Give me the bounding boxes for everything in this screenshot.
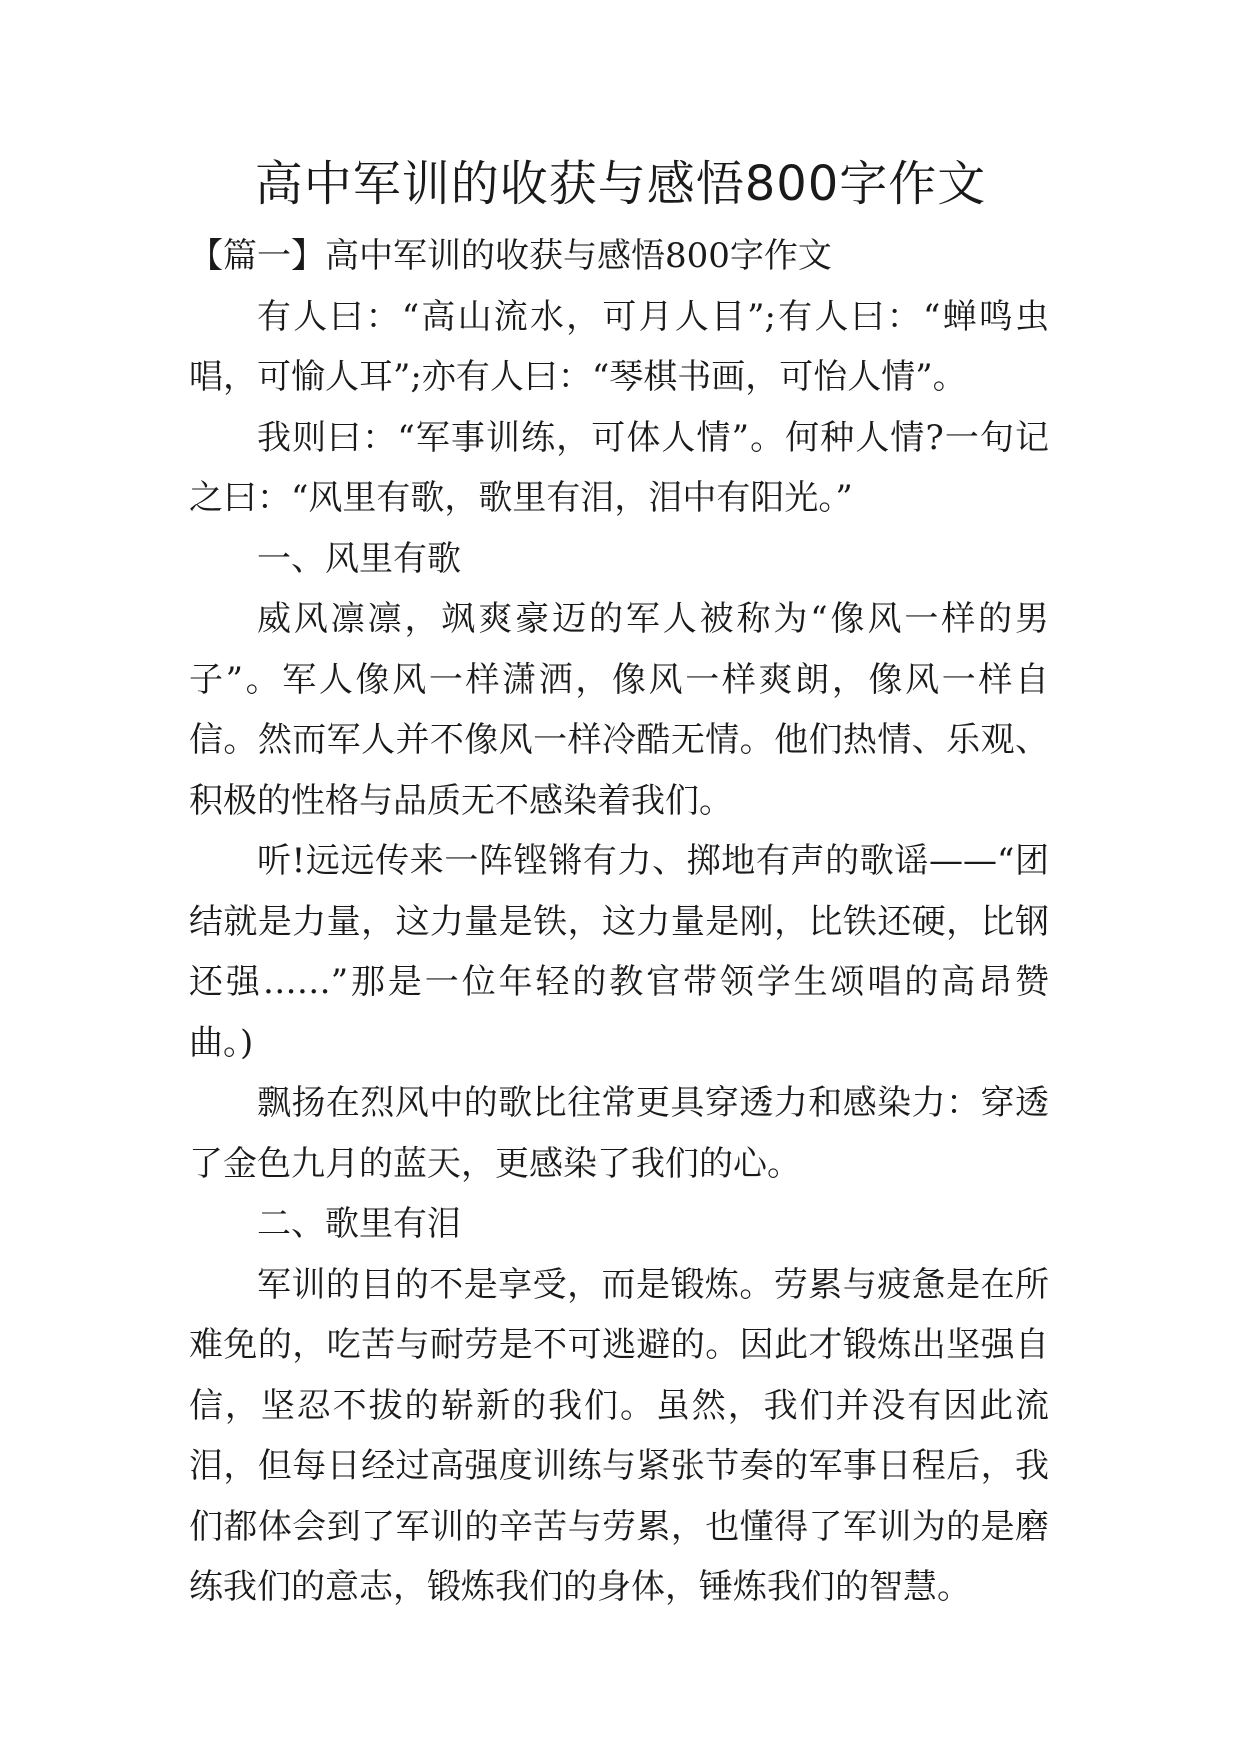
- paragraph: 听!远远传来一阵铿锵有力、掷地有声的歌谣——“团结就是力量，这力量是铁，这力量是刚，比铁还硬，比钢还强……”那是一位年轻的教官带领学生颂唱的高昂赞曲。): [189, 841, 1049, 1063]
- subheading: 二、歌里有泪: [257, 1204, 461, 1244]
- paragraph: 军训的目的不是享受，而是锻炼。劳累与疲惫是在所难免的，吃苦与耐劳是不可逃避的。因此才锻炼出坚强自信，坚忍不拔的崭新的我们。虽然，我们并没有因此流泪，但每日经过高强度训练与紧张节奏的军事日程后，我们都体会到了军训的辛苦与劳累，也懂得了军训为的是磨练我们的意志，锻炼我们的身体，锤炼我们的智慧。: [189, 1264, 1049, 1607]
- subheading: 一、风里有歌: [257, 538, 461, 579]
- document-title: 高中军训的收获与感悟800字作文: [254, 156, 987, 212]
- document-body: [189, 226, 1049, 1618]
- paragraph: 飘扬在烈风中的歌比往常更具穿透力和感染力：穿透了金色九月的蓝天，更感染了我们的心。: [189, 1083, 1049, 1184]
- section-heading: 【篇一】高中军训的收获与感悟800字作文: [189, 236, 832, 276]
- paragraph: 有人曰：“高山流水，可月人目”;有人曰：“蝉鸣虫唱，可愉人耳”;亦有人曰：“琴棋书画，可怡人情”。: [189, 296, 1049, 397]
- paragraph: 威风凛凛，飒爽豪迈的军人被称为“像风一样的男子”。军人像风一样潇洒，像风一样爽朗，像风一样自信。然而军人并不像风一样冷酷无情。他们热情、乐观、积极的性格与品质无不感染着我们。: [189, 599, 1049, 821]
- paragraph: 我则曰：“军事训练，可体人情”。何种人情?一句记之曰：“风里有歌，歌里有泪，泪中有阳光。”: [189, 417, 1049, 518]
